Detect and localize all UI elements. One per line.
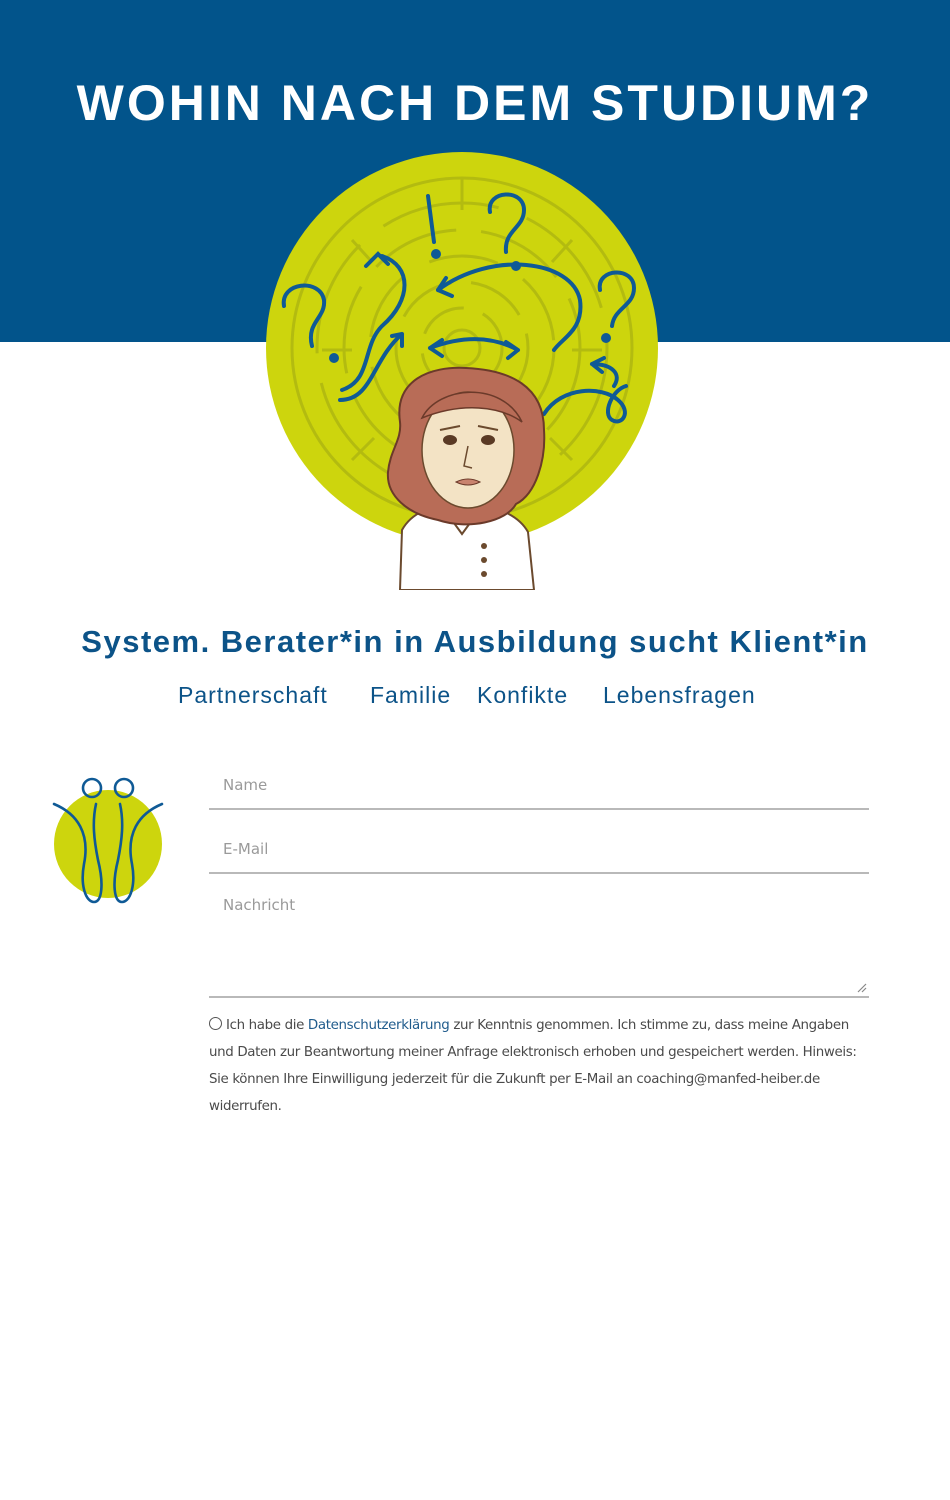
- woman-maze-question-marks-illustration: [262, 150, 666, 590]
- two-people-logo-icon: [50, 774, 166, 906]
- topic-item: Partnerschaft: [178, 682, 328, 708]
- resize-handle-icon[interactable]: [857, 983, 867, 993]
- consent-text-before: Ich habe die: [226, 1018, 308, 1033]
- woman-figure: [388, 368, 544, 590]
- email-input[interactable]: [209, 834, 853, 864]
- consent-radio[interactable]: [209, 1017, 222, 1030]
- message-textarea[interactable]: [209, 892, 853, 992]
- message-field[interactable]: [209, 892, 869, 998]
- topic-item: Konfikte: [477, 682, 569, 708]
- topic-item: Lebensfragen: [603, 682, 756, 708]
- email-field[interactable]: [209, 834, 869, 874]
- page-title: WOHIN NACH DEM STUDIUM?: [76, 75, 874, 131]
- name-input[interactable]: [209, 770, 853, 800]
- topic-item: Familie: [370, 682, 452, 708]
- offer-subtitle: System. Berater*in in Ausbildung sucht Klient*in: [81, 624, 869, 659]
- privacy-policy-link[interactable]: Datenschutzerklärung: [307, 1018, 450, 1033]
- consent-text-after: zur Kenntnis genommen. Ich stimme zu, dass meine Angaben und Daten zur Beantwortung meiner Anfrage elektronisch erhoben und gespeichert werden. Hinweis: Sie können Ihre Einwilligung jederzeit für die Zukunft per E-Mail an coaching@manfed-heiber.de widerrufen.: [209, 1018, 857, 1114]
- privacy-consent: [209, 1012, 869, 1120]
- name-field[interactable]: [209, 770, 869, 810]
